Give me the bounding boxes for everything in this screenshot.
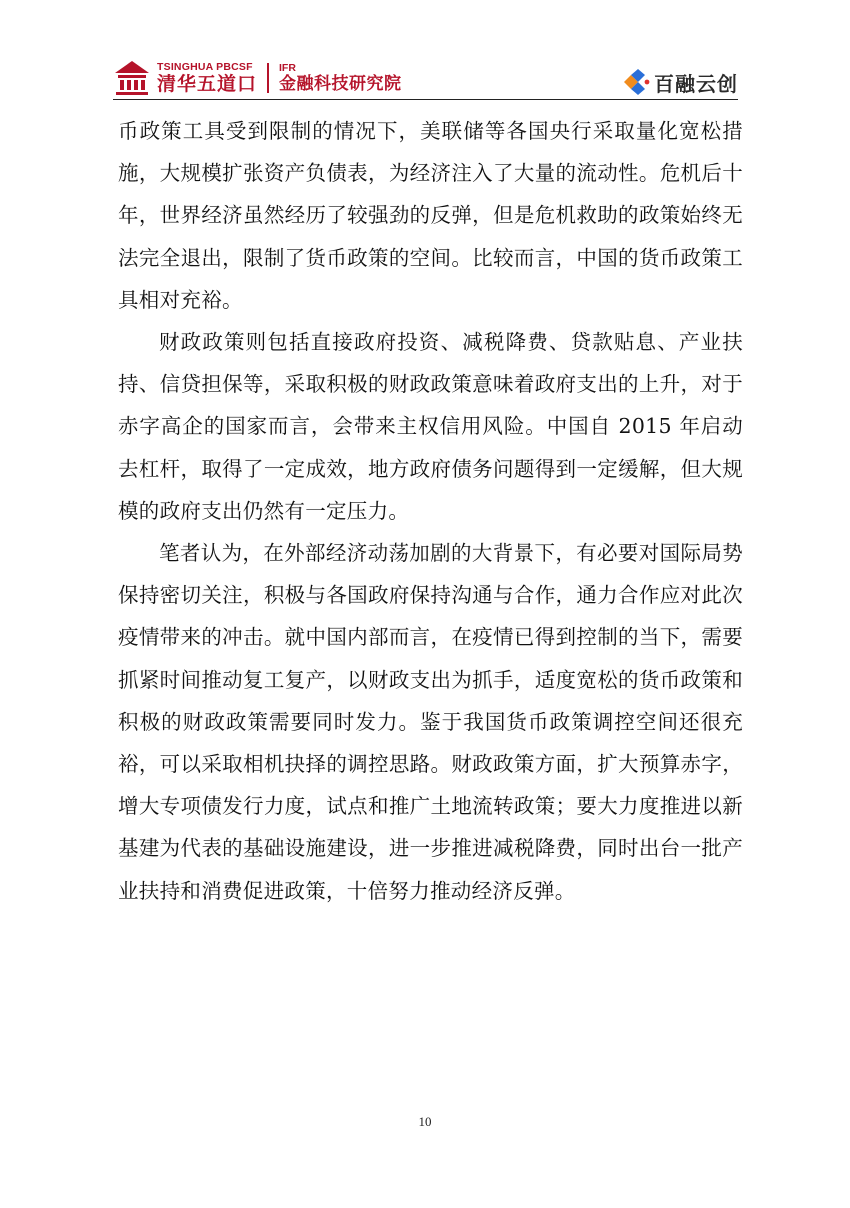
page-number: 10 — [418, 1114, 432, 1129]
paragraph-2: 财政政策则包括直接政府投资、减税降费、贷款贴息、产业扶持、信贷担保等，采取积极的财政政策意味着政府支出的上升，对于赤字高企的国家而言，会带来主权信用风险。中国自 2015 年启动去杠杆，取得了一定成效，地方政府债务问题得到一定缓解，但大规模的政府支出仍然有一定压力。 — [118, 330, 743, 523]
document-body — [118, 110, 743, 912]
page-header — [113, 56, 738, 100]
tsinghua-pbcsf-emblem-icon — [113, 59, 151, 97]
bairong-cube-icon — [620, 69, 650, 95]
paragraph-3: 笔者认为，在外部经济动荡加剧的大背景下，有必要对国际局势保持密切关注，积极与各国政府保持沟通与合作，通力合作应对此次疫情带来的冲击。就中国内部而言，在疫情已得到控制的当下，需要抓紧时间推动复工复产，以财政支出为抓手，适度宽松的货币政策和积极的财政政策需要同时发力。鉴于我国货币政策调控空间还很充裕，可以采取相机抉择的调控思路。财政政策方面，扩大预算赤字，增大专项债发行力度，试点和推广土地流转政策；要大力度推进以新基建为代表的基础设施建设，进一步推进减税降费，同时出台一批产业扶持和消费促进政策，十倍努力推动经济反弹。 — [118, 541, 743, 903]
tsinghua-ifr-logo — [113, 58, 402, 98]
header-divider — [113, 99, 738, 100]
bairong-name: 百融云创 — [654, 71, 738, 96]
tsinghua-name-cn: 清华五道口 — [157, 73, 258, 96]
logo-divider — [267, 63, 269, 93]
tsinghua-name-en: TSINGHUA PBCSF — [157, 60, 253, 73]
paragraph-1: 币政策工具受到限制的情况下，美联储等各国央行采取量化宽松措施，大规模扩张资产负债表，为经济注入了大量的流动性。危机后十年，世界经济虽然经历了较强劲的反弹，但是危机救助的政策始终无法完全退出，限制了货币政策的空间。比较而言，中国的货币政策工具相对充裕。 — [118, 119, 743, 312]
bairong-logo — [620, 68, 738, 96]
ifr-name-cn: 金融科技研究院 — [279, 74, 402, 95]
ifr-name-en: IFR — [279, 61, 296, 74]
